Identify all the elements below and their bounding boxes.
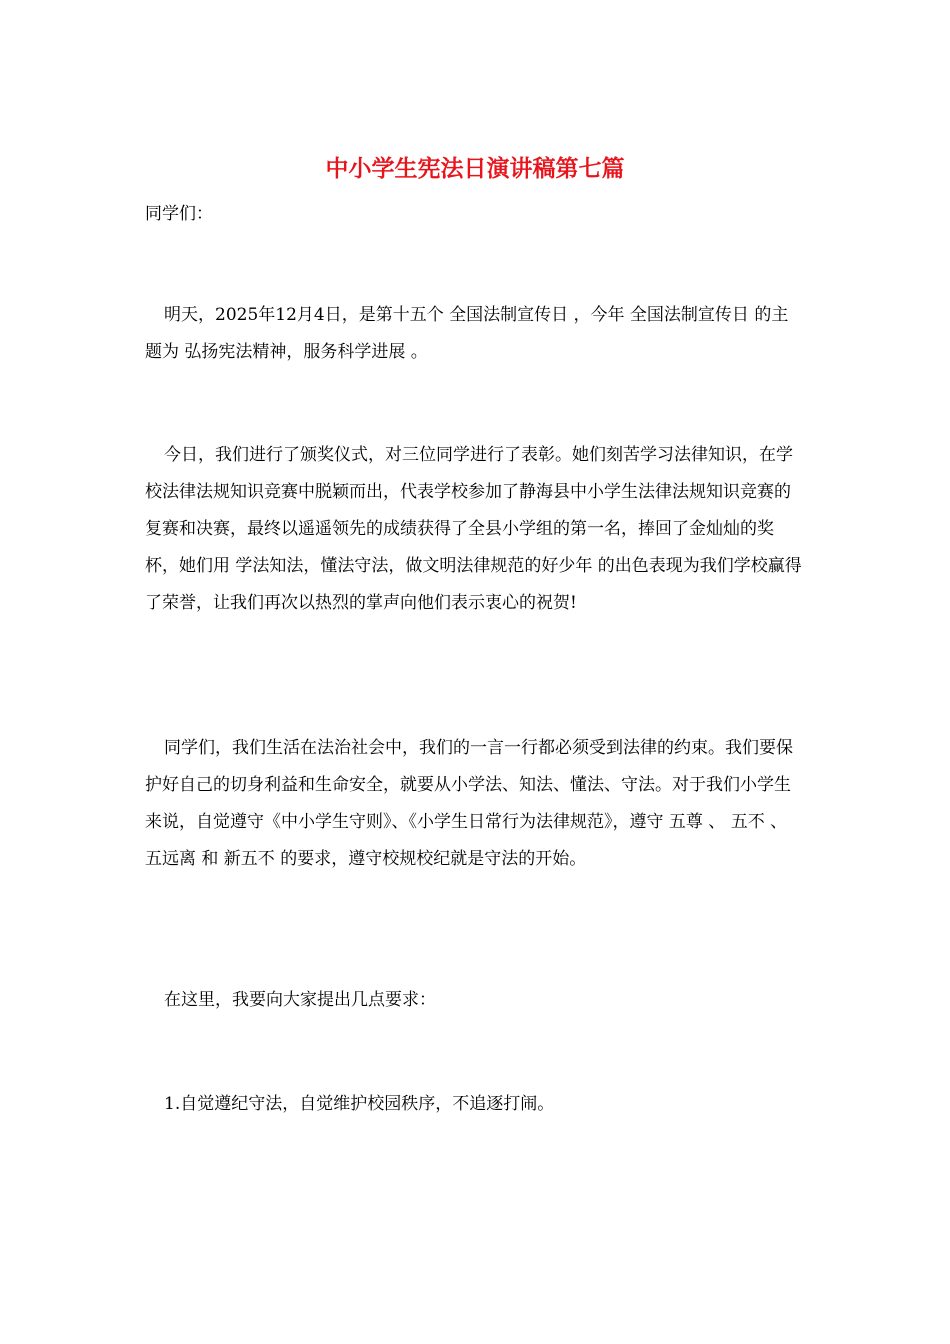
document-title: 中小学生宪法日演讲稿第七篇	[325, 155, 625, 182]
paragraph-1: 明天，2025年12月4日，是第十五个 全国法制宣传日 ，今年 全国法制宣传日 的主题为 弘扬宪法精神，服务科学进展 。	[145, 305, 789, 362]
paragraph-2: 今日，我们进行了颁奖仪式，对三位同学进行了表彰。她们刻苦学习法律知识，在学校法律法规知识竞赛中脱颖而出，代表学校参加了静海县中小学生法律法规知识竞赛的复赛和决赛，最终以遥遥领先的成绩获得了全县小学组的第一名，捧回了金灿灿的奖杯，她们用 学法知法，懂法守法，做文明法律规范的好少年 的出色表现为我们学校赢得了荣誉，让我们再次以热烈的掌声向他们表示衷心的祝贺!	[145, 445, 802, 613]
paragraph-5: 1.自觉遵纪守法，自觉维护校园秩序，不追逐打闹。	[164, 1094, 555, 1114]
paragraph-4: 在这里，我要向大家提出几点要求：	[164, 990, 436, 1010]
paragraph-3: 同学们，我们生活在法治社会中，我们的一言一行都必须受到法律的约束。我们要保护好自己的切身利益和生命安全，就要从小学法、知法、懂法、守法。对于我们小学生来说，自觉遵守《中小学生守则》、《小学生日常行为法律规范》，遵守 五尊 、 五不 、 五远离 和 新五不 的要求，遵守校规校纪就是守法的开始。	[145, 738, 793, 869]
greeting: 同学们：	[145, 204, 213, 224]
